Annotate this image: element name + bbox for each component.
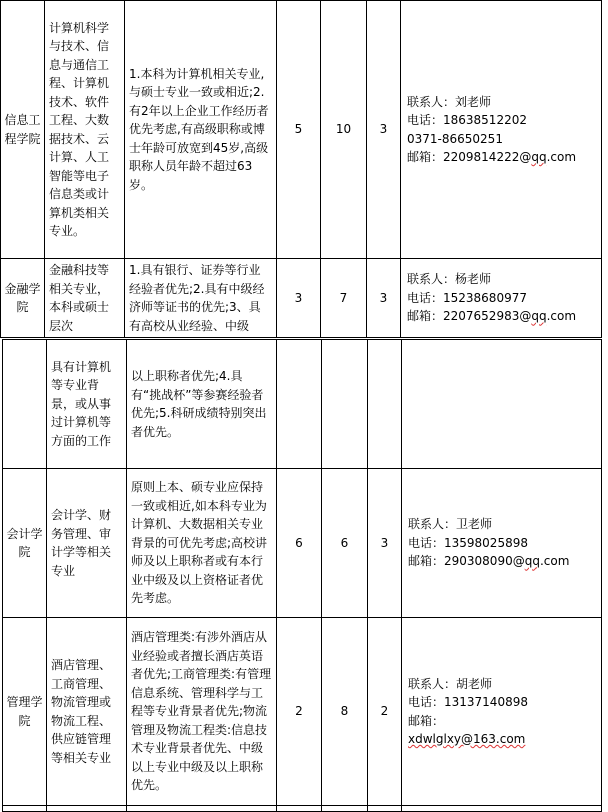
contact-email: xdwlglxy@163.com: [408, 732, 526, 746]
count-cell: 7: [321, 259, 367, 338]
count-cell: [368, 340, 402, 469]
contact-email: 邮箱：290308090@qq.com: [408, 554, 570, 569]
table-row: [1, 1, 602, 259]
recruitment-table-upper: [0, 0, 602, 338]
contact-cell: [401, 259, 602, 338]
requirement-cell: 酒店管理类:有涉外酒店从业经验或者擅长酒店英语者优先;工商管理类:有管理信息系统、管理科学与工程等专业背景者优先;物流管理及物流工程类:信息技术专业背景者优先、中级以上专业中级及以上职称优先。: [127, 618, 277, 806]
college-cell: 会计学院: [3, 469, 47, 618]
college-cell: 金融学院: [1, 259, 45, 338]
count-cell: 3: [277, 259, 321, 338]
count-cell: 3: [367, 259, 401, 338]
count-cell: 2: [277, 618, 322, 806]
table-row: [3, 340, 602, 469]
major-cell: 具有计算机等专业背景，或从事过计算机等方面的工作: [47, 340, 127, 469]
contact-person: 联系人：胡老师: [408, 676, 493, 691]
contact-person: 联系人：卫老师: [408, 517, 493, 532]
count-cell: 3: [368, 469, 402, 618]
count-cell: 10: [321, 1, 367, 259]
requirement-cell: 1.本科为计算机相关专业,与硕士专业一致或相近;2.有2年以上企业工作经历者优先考虑,有高级职称或博士年龄可放宽到45岁,高级职称人员年龄不超过63岁。: [125, 1, 277, 259]
college-cell: 信息工程学院: [1, 1, 45, 259]
count-cell: 6: [322, 469, 368, 618]
count-cell: 3: [367, 1, 401, 259]
contact-phone: 电话：15238680977: [407, 290, 527, 305]
contact-phone: 电话：13598025898: [408, 535, 528, 550]
college-cell: 管理学院: [3, 618, 47, 806]
count-cell: 6: [277, 469, 322, 618]
contact-email: 邮箱：2207652983@qq.com: [407, 309, 577, 324]
count-cell: 2: [368, 618, 402, 806]
requirement-cell: 1.具有银行、证券等行业经验者优先;2.具有中级经济师等证书的优先;3、具有高校从业经验、中级: [125, 259, 277, 338]
contact-person: 联系人：杨老师: [407, 272, 492, 287]
major-cell: 金融科技等相关专业，本科或硕士层次: [45, 259, 125, 338]
college-cell-continued: [3, 340, 47, 469]
requirement-cell: 原则上本、硕专业应保持一致或相近,如本科专业为计算机、大数据相关专业背景的可优先考虑;高校讲师及以上职称者或有本行业中级及以上资格证者优先考虑。: [127, 469, 277, 618]
table-row: [3, 618, 602, 806]
contact-cell: [401, 1, 602, 259]
contact-cell: [402, 618, 602, 806]
contact-phone-2: 0371-86650251: [407, 131, 503, 146]
recruitment-table-lower: [2, 339, 602, 812]
contact-phone: 电话：18638512202: [407, 113, 527, 127]
major-cell: 计算机科学与技术、信息与通信工程、计算机技术、软件工程、大数据技术、云计算、人工智能等电子信息类或计算机类相关专业。: [45, 1, 125, 259]
count-cell: 5: [277, 1, 321, 259]
contact-email-label: 邮箱：: [408, 713, 445, 728]
requirement-cell: 以上职称者优先;4.具有“挑战杯”等参赛经验者优先;5.科研成绩特别突出者优先。: [127, 340, 277, 469]
table-row: [3, 469, 602, 618]
contact-phone: 电话：13137140898: [408, 695, 528, 709]
table-row: [1, 259, 602, 338]
count-cell: 8: [322, 618, 368, 806]
major-cell: 会计学、财务管理、审计学等相关专业: [47, 469, 127, 618]
contact-cell: [402, 340, 602, 469]
count-cell: [322, 340, 368, 469]
contact-email: 邮箱：2209814222@qq.com: [407, 150, 577, 164]
count-cell: [277, 340, 322, 469]
contact-person: 联系人：刘老师: [407, 94, 492, 109]
contact-cell: [402, 469, 602, 618]
major-cell: 酒店管理、工商管理、物流管理或物流工程、供应链管理等相关专业: [47, 618, 127, 806]
